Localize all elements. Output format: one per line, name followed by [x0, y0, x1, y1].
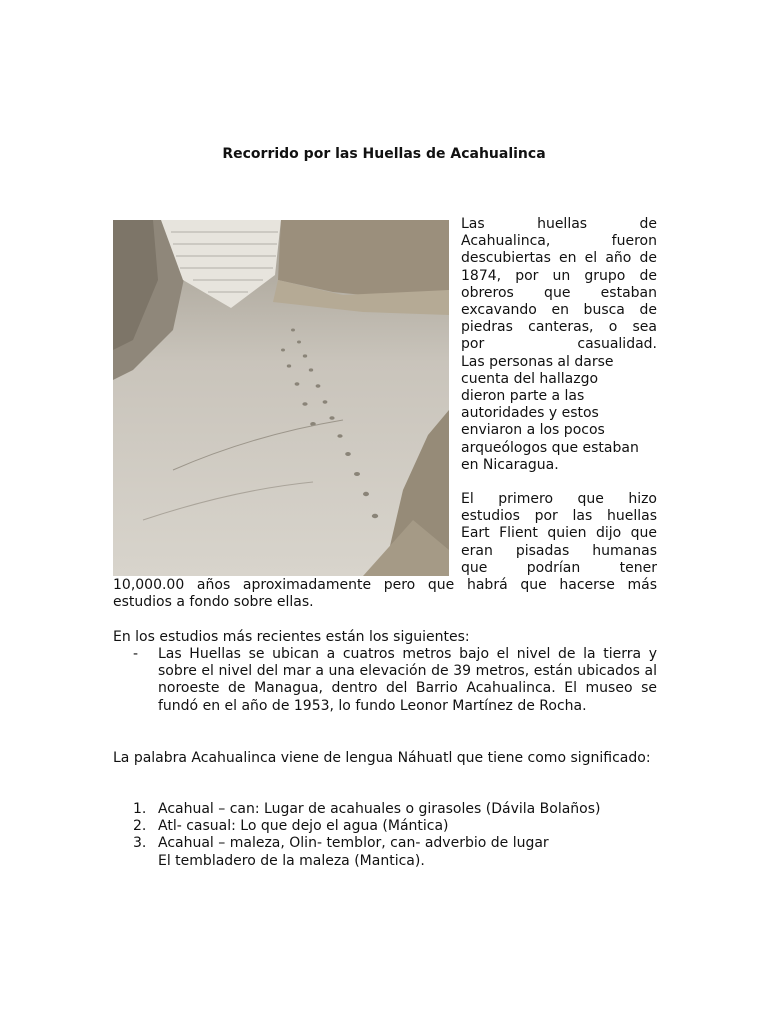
continuation-paragraph: [113, 577, 657, 611]
text-line: 10,000.00 años aproximadamente pero que habrá que hacerse más: [113, 577, 657, 593]
text-line: dieron parte a las: [461, 388, 585, 405]
text-line: El primero que hizo: [461, 491, 657, 508]
list-number: 1.: [133, 801, 147, 817]
list-item: [113, 818, 657, 835]
word-origin-paragraph: La palabra Acahualinca viene de lengua Náhuatl que tiene como significado:: [113, 750, 651, 766]
text-line: por casualidad.: [461, 336, 657, 353]
text-line: piedras canteras, o sea: [461, 319, 657, 336]
text-line: descubiertas en el año de: [461, 250, 657, 267]
text-line: obreros que estaban: [461, 284, 657, 301]
list-item-text: El tembladero de la maleza (Mantica).: [158, 852, 425, 869]
document-title: Recorrido por las Huellas de Acahualinca: [222, 146, 546, 162]
text-line: Las personas al darse: [461, 353, 614, 370]
text-line: cuenta del hallazgo: [461, 370, 599, 387]
text-line: eran pisadas humanas: [461, 542, 657, 559]
list-item-text: Acahual – can: Lugar de acahuales o girasoles (Dávila Bolaños): [158, 801, 601, 817]
list-item-text: Acahual – maleza, Olin- temblor, can- adverbio de lugar: [158, 835, 549, 852]
studies-intro: En los estudios más recientes están los siguientes:: [113, 629, 470, 645]
first-study-paragraph: [461, 491, 657, 577]
text-line: Acahualinca, fueron: [461, 233, 657, 250]
text-line: en Nicaragua.: [461, 456, 559, 473]
authorities-paragraph: [461, 354, 657, 474]
meanings-list: [113, 801, 657, 870]
text-line: enviaron a los pocos: [461, 422, 605, 439]
text-line: excavando en busca de: [461, 302, 657, 319]
text-line: 1874, por un grupo de: [461, 267, 657, 284]
footprints-photo-illustration: [113, 220, 449, 576]
list-item-text: Atl- casual: Lo que dejo el agua (Mántica): [158, 818, 449, 835]
list-number: 2.: [133, 818, 147, 835]
text-line: Las huellas de: [461, 216, 657, 232]
list-item: [113, 646, 657, 715]
studies-list: [113, 646, 657, 715]
footprints-photo: [113, 220, 449, 576]
text-line: Eart Flient quien dijo que: [461, 525, 657, 542]
text-line: autoridades y estos: [461, 405, 599, 422]
list-item-text: Las Huellas se ubican a cuatros metros bajo el nivel de la tierra y sobre el nivel del mar a una elevación de 39 metros, están ubicados al noroeste de Managua, dentro del Barrio Acahualinca. El museo se fundó en el año de 1953, lo fundo Leonor Martínez de Rocha.: [158, 646, 657, 714]
list-number: 3.: [133, 835, 147, 852]
list-item: [113, 835, 657, 869]
text-line: que podrían tener: [461, 559, 657, 576]
list-marker: -: [133, 646, 139, 662]
text-line: arqueólogos que estaban: [461, 439, 639, 456]
text-line: estudios a fondo sobre ellas.: [113, 594, 314, 611]
side-column-text: [461, 216, 657, 577]
discovery-paragraph: [461, 216, 657, 354]
text-line: estudios por las huellas: [461, 508, 657, 525]
list-item: [113, 801, 657, 818]
